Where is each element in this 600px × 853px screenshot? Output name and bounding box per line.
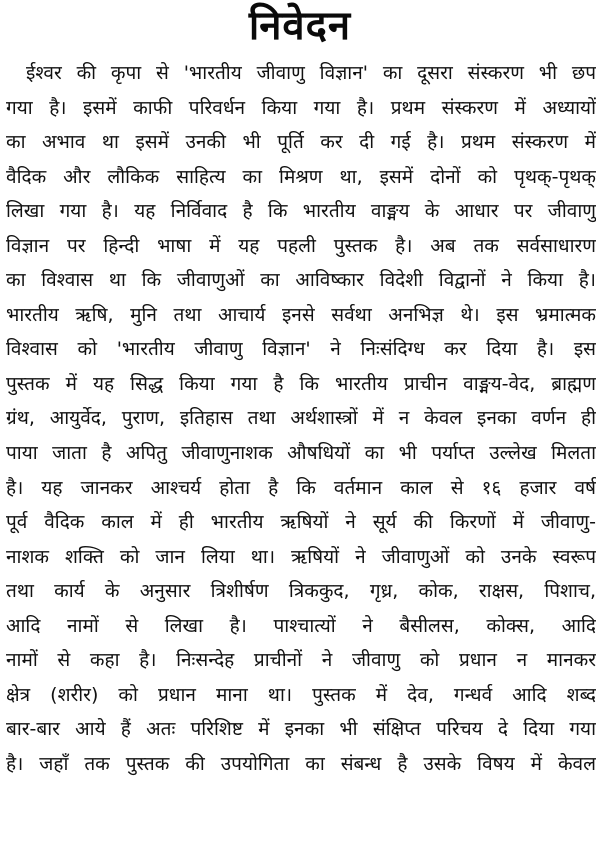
text-line: वैदिक और लौकिक साहित्य का मिश्रण था, इसमें दोनों को पृथक्-पृथक् xyxy=(6,165,596,188)
page-title: निवेदन xyxy=(248,3,352,49)
text-line: का अभाव था इसमें उनकी भी पूर्ति कर दी गई है। प्रथम संस्करण में xyxy=(6,131,596,154)
text-line: विश्वास को 'भारतीय जीवाणु विज्ञान' ने निःसंदिग्ध कर दिया है। इस xyxy=(6,338,596,361)
text-line: भारतीय ऋषि, मुनि तथा आचार्य इनसे सर्वथा अनभिज्ञ थे। इस भ्रमात्मक xyxy=(6,303,596,326)
text-line: बार-बार आये हैं अतः परिशिष्ट में इनका भी संक्षिप्त परिचय दे दिया गया xyxy=(6,718,596,741)
text-line: ग्रंथ, आयुर्वेद, पुराण, इतिहास तथा अर्थशास्त्रों में न केवल इनका वर्णन ही xyxy=(6,407,596,430)
text-line: नामों से कहा है। निःसन्देह प्राचीनों ने जीवाणु को प्रधान न मानकर xyxy=(6,649,596,672)
text-line: पूर्व वैदिक काल में ही भारतीय ऋषियों ने सूर्य की किरणों में जीवाणु- xyxy=(6,511,596,534)
text-line: नाशक शक्ति को जान लिया था। ऋषियों ने जीवाणुओं को उनके स्वरूप xyxy=(6,545,596,568)
text-line: आदि नामों से लिखा है। पाश्चात्यों ने बैसीलस, कोक्स, आदि xyxy=(6,614,596,637)
text-line: पाया जाता है अपितु जीवाणुनाशक औषधियों का भी पर्याप्त उल्लेख मिलता xyxy=(6,442,596,465)
body-paragraph xyxy=(6,56,596,781)
text-line: पुस्तक में यह सिद्ध किया गया है कि भारतीय प्राचीन वाङ्मय-वेद, ब्राह्मण xyxy=(6,372,596,395)
text-line: ईश्वर की कृपा से 'भारतीय जीवाणु विज्ञान' का दूसरा संस्करण भी छप xyxy=(26,62,596,84)
text-line: है। यह जानकर आश्चर्य होता है कि वर्तमान काल से १६ हजार वर्ष xyxy=(6,476,596,499)
text-line: का विश्वास था कि जीवाणुओं का आविष्कार विदेशी विद्वानों ने किया है। xyxy=(6,269,596,292)
text-line: विज्ञान पर हिन्दी भाषा में यह पहली पुस्तक है। अब तक सर्वसाधारण xyxy=(6,234,596,257)
text-line: क्षेत्र (शरीर) को प्रधान माना था। पुस्तक में देव, गन्धर्व आदि शब्द xyxy=(6,683,596,706)
text-line: लिखा गया है। यह निर्विवाद है कि भारतीय वाङ्मय के आधार पर जीवाणु xyxy=(6,200,596,223)
text-line: है। जहाँ तक पुस्तक की उपयोगिता का संबन्ध है उसके विषय में केवल xyxy=(6,752,596,775)
text-line: तथा कार्य के अनुसार त्रिशीर्षण त्रिककुद, गृध्र, कोक, राक्षस, पिशाच, xyxy=(6,580,596,603)
text-line: गया है। इसमें काफी परिवर्धन किया गया है। प्रथम संस्करण में अध्यायों xyxy=(6,96,596,119)
